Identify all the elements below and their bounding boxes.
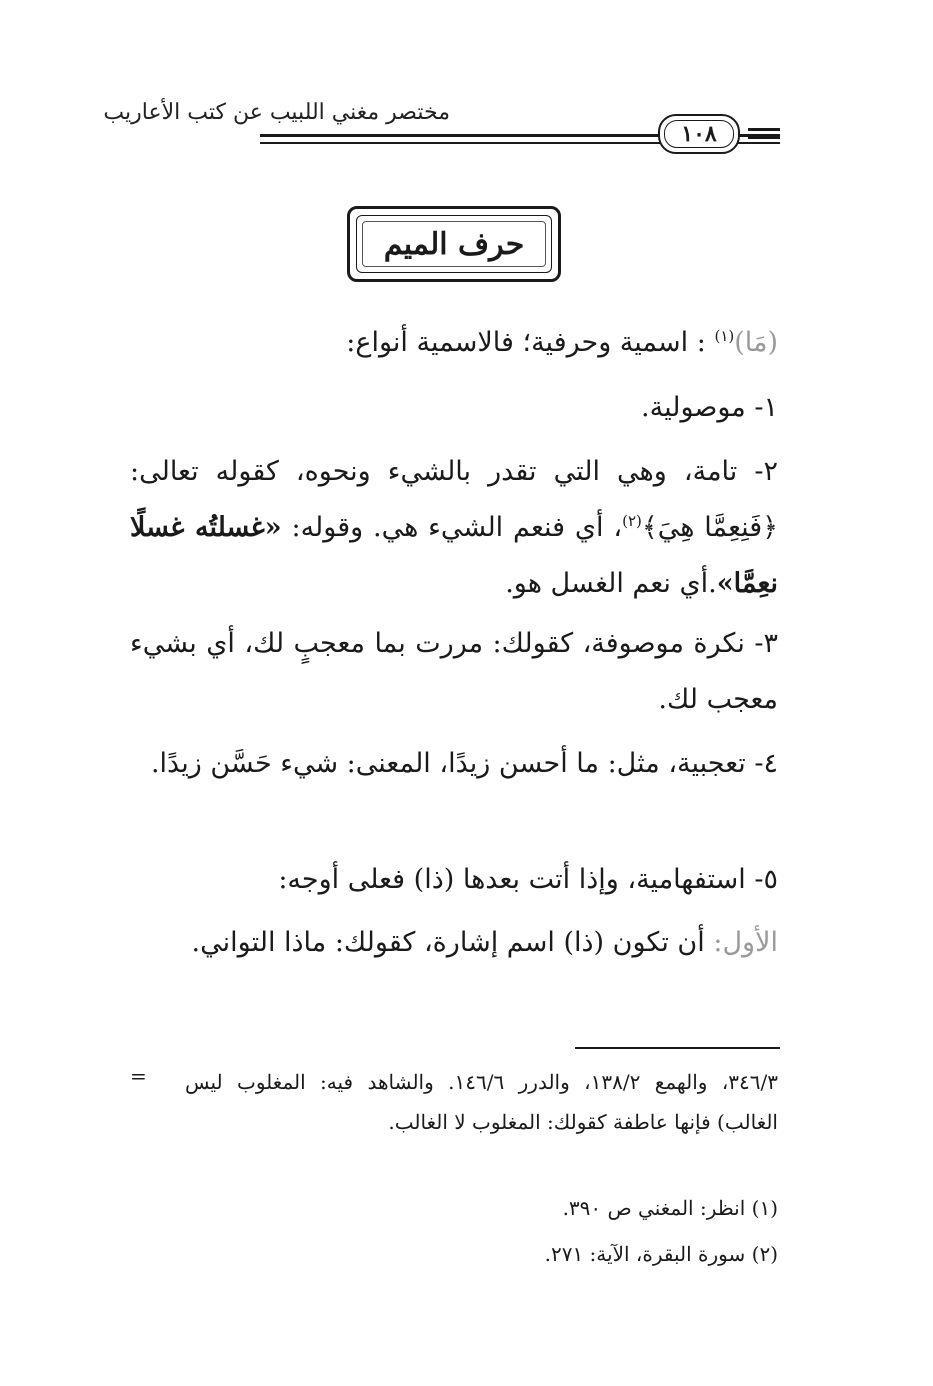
term-ma: (مَا): [734, 327, 778, 358]
body-paragraph-7: [130, 915, 778, 971]
quoted-phrase: «غسلتُه غسلًا نعِمَّا»: [130, 512, 778, 599]
paragraph-text: ، أي فنعم الشيء هي. وقوله:: [291, 512, 623, 543]
paragraph-text: .أي نعم الغسل هو.: [505, 568, 717, 599]
paragraph-text: ٢- تامة، وهي التي تقدر بالشيء ونحوه، كقوله تعالى: ﴿فَنِعِمَّا هِيَ﴾: [130, 456, 779, 543]
header-tail-rule: [748, 128, 780, 131]
body-paragraph-2: [130, 380, 778, 436]
body-paragraph-6: [130, 852, 778, 908]
footnote-ref-1: (١): [714, 327, 735, 345]
footnote-text: (٢) سورة البقرة، الآية: ٢٧١.: [544, 1242, 778, 1266]
page-number-frame: [658, 114, 740, 154]
footnote-text: (١) انظر: المغني ص ٣٩٠.: [562, 1196, 778, 1220]
body-paragraph-5: [130, 736, 778, 792]
page-header: [103, 98, 780, 158]
chapter-title-frame: [347, 206, 561, 282]
paragraph-text: أن تكون (ذا) اسم إشارة، كقولك: ماذا التواني.: [191, 927, 705, 958]
footnote-1: [130, 1188, 778, 1228]
footnote-continuation: [185, 1062, 778, 1142]
body-paragraph-3: [130, 444, 778, 612]
footnote-continuation-marker: =: [130, 1064, 147, 1088]
footnote-2: [130, 1234, 778, 1274]
paragraph-text: ٣- نكرة موصوفة، كقولك: مررت بما معجبٍ لك، أي بشيء معجب لك.: [130, 628, 778, 715]
paragraph-text: ٤- تعجبية، مثل: ما أحسن زيدًا، المعنى: شيء حَسَّن زيدًا.: [150, 748, 778, 779]
body-paragraph-1: [130, 315, 778, 371]
header-tail-rule: [748, 136, 780, 139]
paragraph-text: ١- موصولية.: [641, 392, 778, 423]
footnote-separator: [575, 1047, 780, 1049]
running-title: مختصر مغني اللبيب عن كتب الأعاريب: [103, 100, 450, 125]
body-paragraph-4: [130, 616, 778, 728]
footnote-ref-2: (٢): [622, 512, 642, 530]
paragraph-text: : اسمية وحرفية؛ فالاسمية أنواع:: [346, 327, 706, 358]
rule-gap: [128, 126, 260, 156]
paragraph-text: ٥- استفهامية، وإذا أتت بعدها (ذا) فعلى أوجه:: [278, 864, 778, 895]
footnote-text: ٣٤٦/٣، والهمع ١٣٨/٢، والدرر ١٤٦/٦. والشاهد فيه: المغلوب ليس الغالب) فإنها عاطفة كقولك: المغلوب لا الغالب.: [185, 1070, 779, 1134]
term-first: الأول:: [713, 927, 778, 958]
chapter-title: حرف الميم: [383, 226, 525, 262]
page-number: ١٠٨: [681, 121, 717, 147]
